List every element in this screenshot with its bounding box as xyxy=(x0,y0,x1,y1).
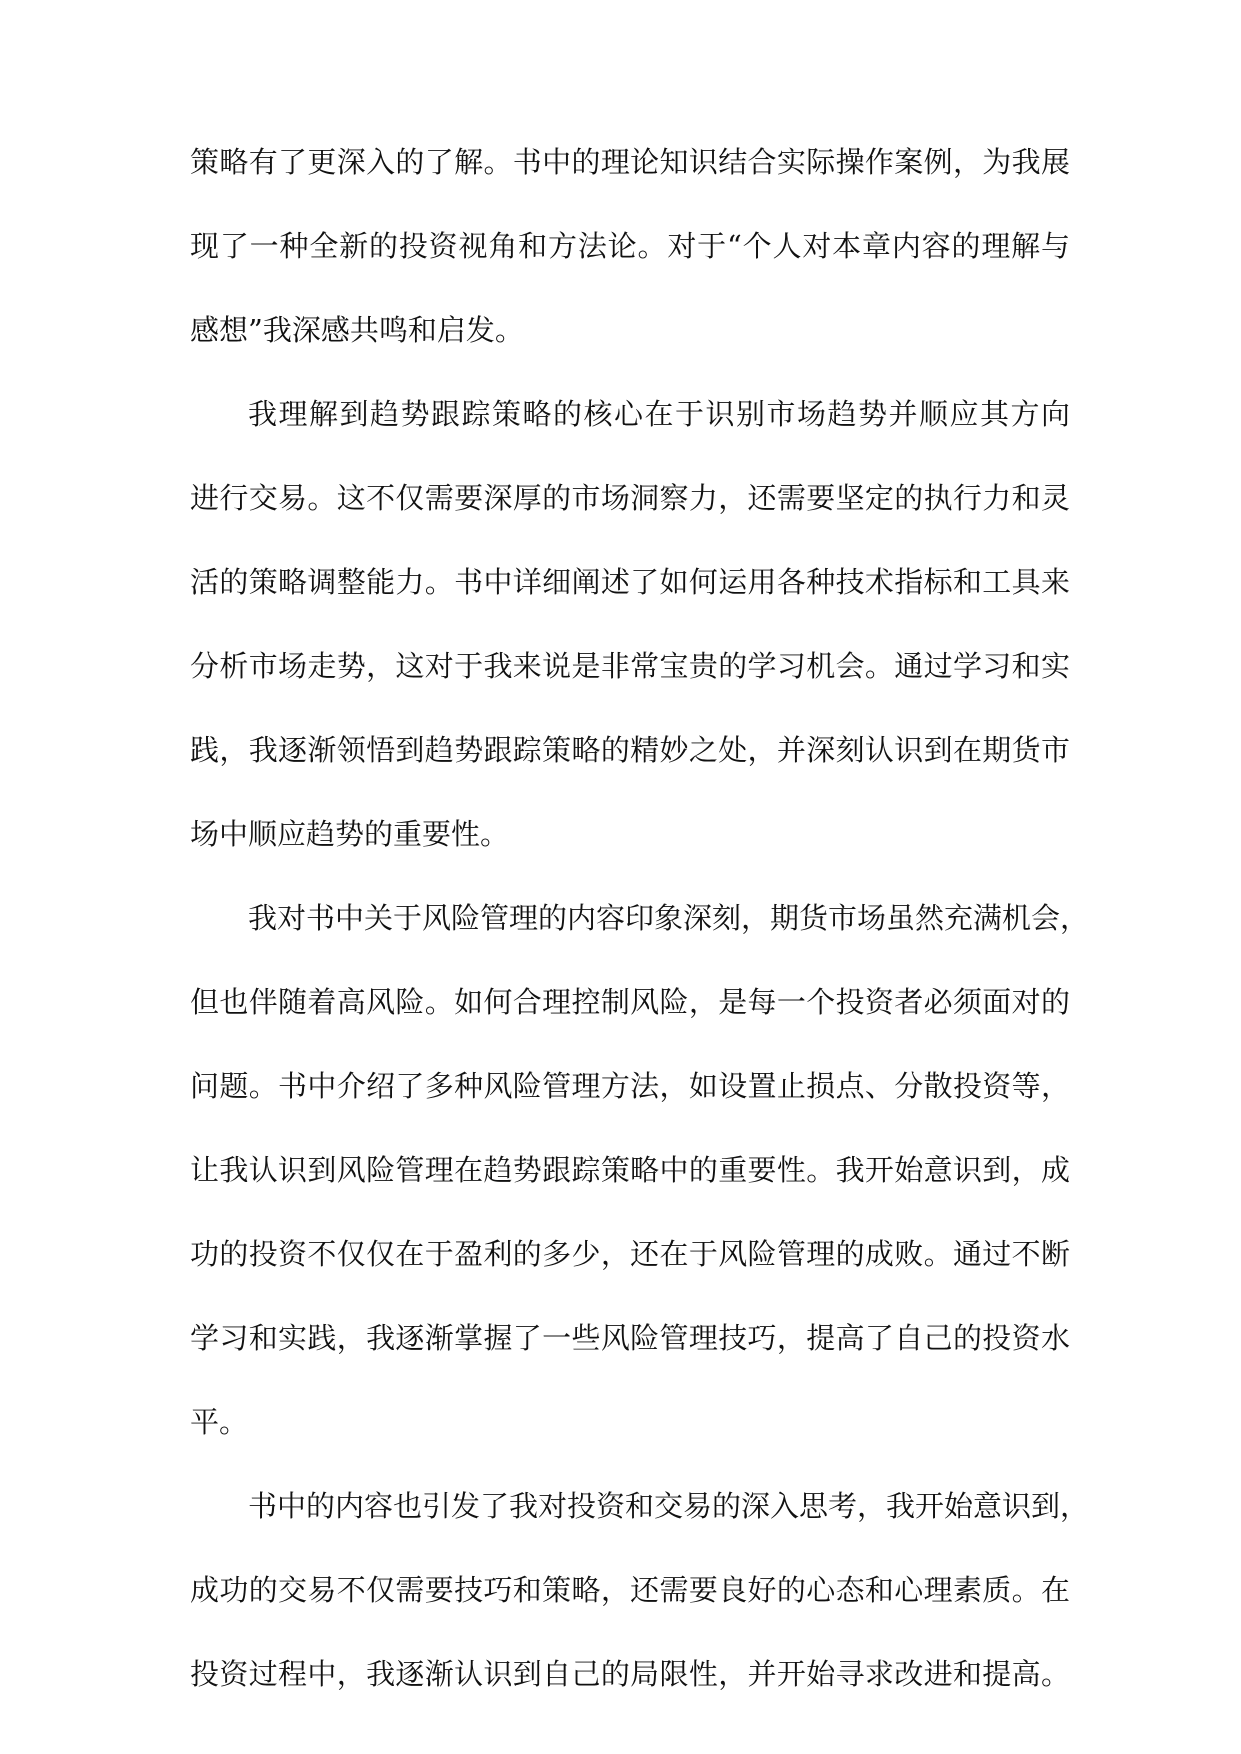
paragraph-4-line-2: 成功的交易不仅需要技巧和策略，还需要良好的心态和心理素质。在 xyxy=(190,1573,1070,1607)
paragraph-4-line-1: 书中的内容也引发了我对投资和交易的深入思考，我开始意识到， xyxy=(248,1489,1090,1523)
paragraph-2-line-1: 我理解到趋势跟踪策略的核心在于识别市场趋势并顺应其方向 xyxy=(248,397,1070,431)
paragraph-2-line-4: 分析市场走势，这对于我来说是非常宝贵的学习机会。通过学习和实 xyxy=(190,649,1070,683)
paragraph-3-line-1: 我对书中关于风险管理的内容印象深刻，期货市场虽然充满机会， xyxy=(248,901,1090,935)
paragraph-1-line-3: 感想”我深感共鸣和启发。 xyxy=(190,313,524,347)
document-body xyxy=(190,145,1090,1742)
paragraph-3-line-7: 平。 xyxy=(190,1405,249,1439)
paragraph-3-line-3: 问题。书中介绍了多种风险管理方法，如设置止损点、分散投资等， xyxy=(190,1069,1070,1103)
paragraph-2-line-6: 场中顺应趋势的重要性。 xyxy=(190,817,510,851)
paragraph-3-line-5: 功的投资不仅仅在于盈利的多少，还在于风险管理的成败。通过不断 xyxy=(190,1237,1070,1271)
paragraph-4-line-3: 投资过程中，我逐渐认识到自己的局限性，并开始寻求改进和提高。 xyxy=(190,1657,1070,1691)
paragraph-1-line-2: 现了一种全新的投资视角和方法论。对于“个人对本章内容的理解与 xyxy=(190,229,1070,263)
paragraph-3-line-4: 让我认识到风险管理在趋势跟踪策略中的重要性。我开始意识到，成 xyxy=(190,1153,1070,1187)
paragraph-3-line-6: 学习和实践，我逐渐掌握了一些风险管理技巧，提高了自己的投资水 xyxy=(190,1321,1070,1355)
paragraph-3-line-2: 但也伴随着高风险。如何合理控制风险，是每一个投资者必须面对的 xyxy=(190,985,1070,1019)
paragraph-2-line-5: 践，我逐渐领悟到趋势跟踪策略的精妙之处，并深刻认识到在期货市 xyxy=(190,733,1070,767)
paragraph-2-line-2: 进行交易。这不仅需要深厚的市场洞察力，还需要坚定的执行力和灵 xyxy=(190,481,1070,515)
paragraph-2-line-3: 活的策略调整能力。书中详细阐述了如何运用各种技术指标和工具来 xyxy=(190,565,1070,599)
paragraph-1-line-1: 策略有了更深入的了解。书中的理论知识结合实际操作案例，为我展 xyxy=(190,145,1070,179)
